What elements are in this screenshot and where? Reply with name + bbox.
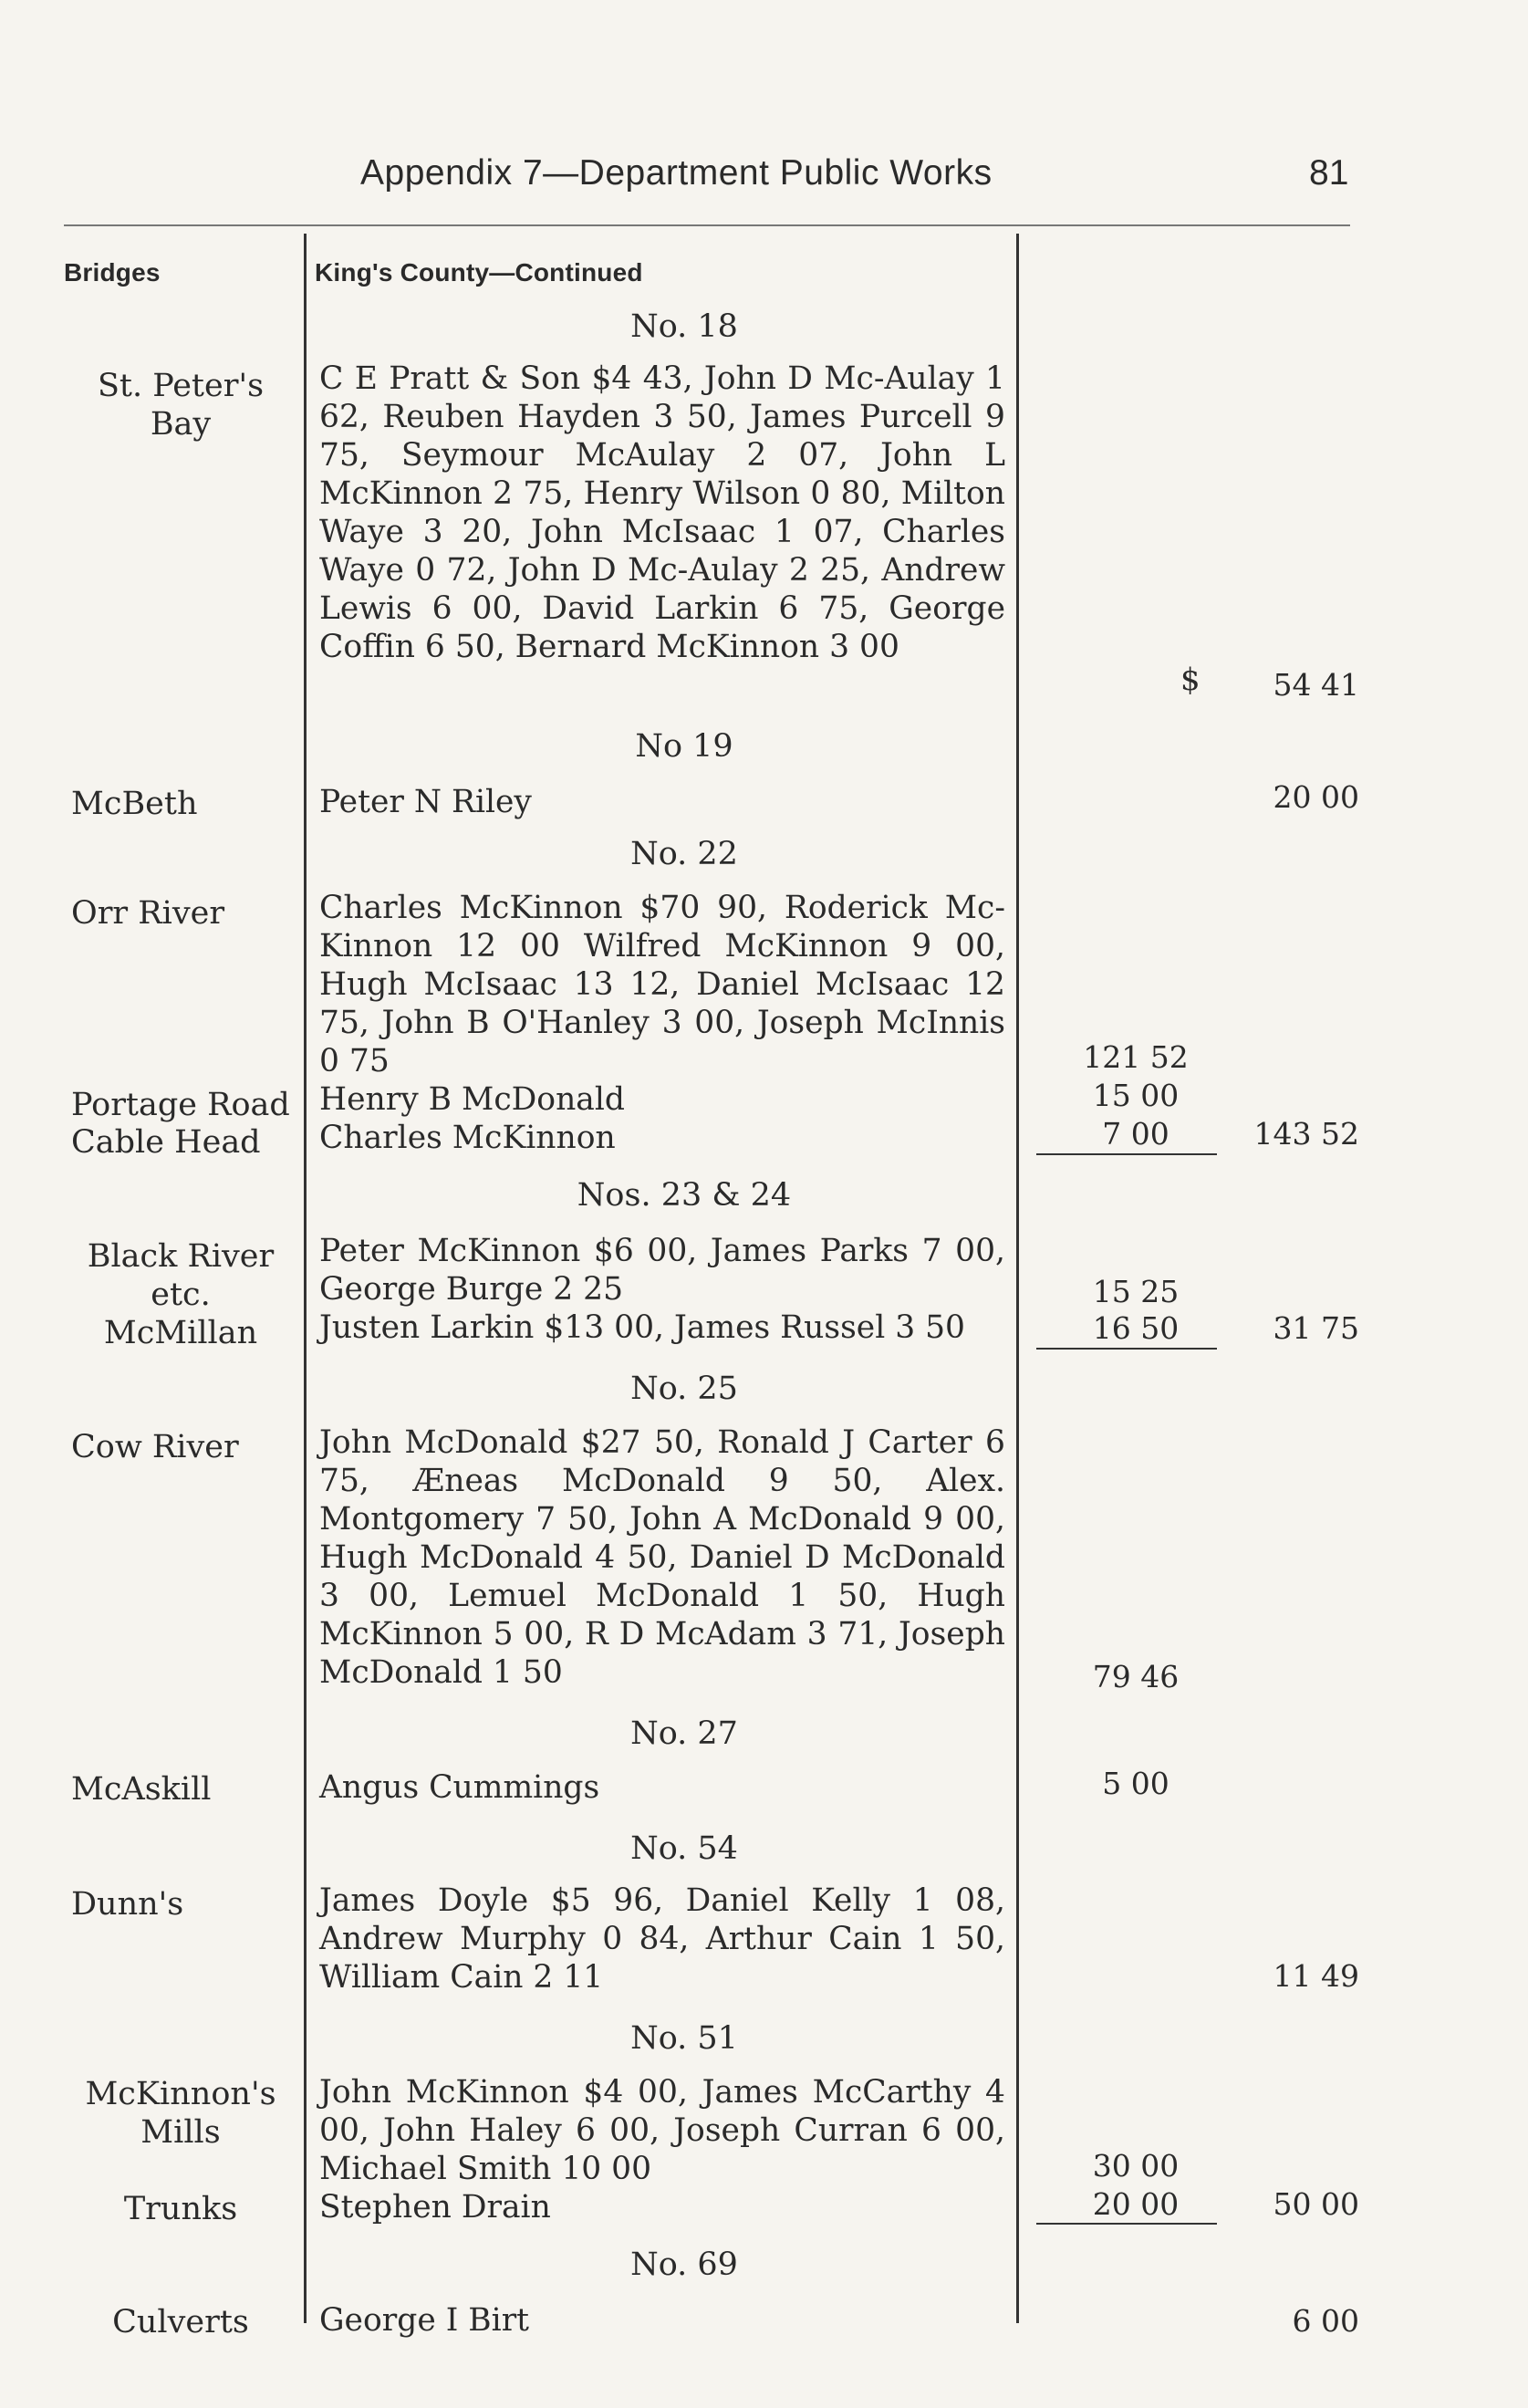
location-label: Cable Head bbox=[71, 1124, 261, 1161]
section-title: No. 27 bbox=[630, 1715, 738, 1752]
location-label: Cow River bbox=[71, 1429, 239, 1465]
payee-list: James Doyle $5 96, Daniel Kelly 1 08, Andrew Murphy 0 84, Arthur Cain 1 50, William Cain 2 11 bbox=[319, 1882, 1005, 1996]
header-rule bbox=[64, 224, 1350, 226]
page-header-title: Appendix 7—Department Public Works bbox=[360, 153, 993, 193]
payee-list: John McKinnon $4 00, James McCarthy 4 00, John Haley 6 00, Joseph Curran 6 00, Michael Smith 10 00 bbox=[319, 2074, 1005, 2187]
location-label: St. Peter's bbox=[97, 368, 265, 404]
entry-amount: 15 00 bbox=[1092, 1078, 1180, 1113]
section-total: 20 00 bbox=[1273, 779, 1359, 815]
entry-amount: 121 52 bbox=[1083, 1039, 1189, 1075]
location-label: McKinnon's bbox=[85, 2076, 276, 2112]
location-label: Mills bbox=[140, 2114, 221, 2151]
section-total: 143 52 bbox=[1253, 1116, 1359, 1152]
payee-list: Justen Larkin $13 00, James Russel 3 50 bbox=[319, 1309, 966, 1346]
entry-amount: 15 25 bbox=[1092, 1274, 1180, 1309]
location-label: Trunks bbox=[123, 2191, 238, 2227]
location-label: McMillan bbox=[103, 1315, 258, 1351]
payee-list: Peter McKinnon $6 00, James Parks 7 00, George Burge 2 25 bbox=[319, 1233, 1005, 1308]
payee-list: Angus Cummings bbox=[319, 1769, 600, 1806]
bridges-column-header: Bridges bbox=[64, 258, 161, 287]
section-title: No. 25 bbox=[630, 1371, 738, 1407]
section-title: Nos. 23 & 24 bbox=[577, 1177, 792, 1214]
location-label: etc. bbox=[151, 1277, 211, 1313]
subtotal-rule bbox=[1036, 2223, 1217, 2225]
section-total: 6 00 bbox=[1292, 2303, 1359, 2339]
section-title: No. 69 bbox=[630, 2246, 738, 2283]
entry-amount: 16 50 bbox=[1092, 1310, 1180, 1346]
section-title: No 19 bbox=[635, 728, 733, 765]
location-label: McBeth bbox=[71, 786, 198, 822]
county-column-header: King's County—Continued bbox=[315, 258, 643, 287]
entry-amount: 20 00 bbox=[1092, 2186, 1180, 2222]
entry-amount: 79 46 bbox=[1092, 1659, 1180, 1694]
payee-list: Stephen Drain bbox=[319, 2189, 551, 2226]
entry-amount: 30 00 bbox=[1092, 2148, 1180, 2184]
section-title: No. 22 bbox=[630, 836, 738, 872]
entry-amount: 5 00 bbox=[1102, 1766, 1169, 1801]
payee-list: C E Pratt & Son $4 43, John D Mc-Aulay 1 62, Reuben Hayden 3 50, James Purcell 9 75, Seymour McAulay 2 07, John L McKinnon 2 75, Henry Wilson 0 80, Milton Waye 3 20, John McIsaac 1 07, Charles Waye 0 72, John D Mc-Aulay 2 25, Andrew Lewis 6 00, David Larkin 6 75, George Coffin 6 50, Bernard McKinnon 3 00 bbox=[319, 360, 1005, 665]
section-total: 31 75 bbox=[1273, 1310, 1359, 1346]
section-title: No. 18 bbox=[630, 308, 738, 345]
payee-list: Peter N Riley bbox=[319, 784, 532, 820]
payee-list: Charles McKinnon bbox=[319, 1120, 616, 1156]
section-total: 54 41 bbox=[1273, 667, 1359, 703]
location-label: Black River bbox=[87, 1238, 275, 1275]
location-label: Bay bbox=[150, 406, 212, 443]
subtotal-rule bbox=[1036, 1153, 1217, 1155]
payee-list: Charles McKinnon $70 90, Roderick Mc-Kinnon 12 00 Wilfred McKinnon 9 00, Hugh McIsaac 13 12, Daniel McIsaac 12 75, John B O'Hanley 3 00, Joseph McInnis 0 75 bbox=[319, 890, 1005, 1079]
location-label: Orr River bbox=[71, 895, 225, 932]
currency-sign: $ bbox=[1180, 662, 1201, 698]
section-total: 50 00 bbox=[1273, 2186, 1359, 2222]
column-divider-left bbox=[304, 234, 307, 2323]
page-number: 81 bbox=[1309, 153, 1349, 193]
section-title: No. 51 bbox=[630, 2020, 738, 2057]
section-title: No. 54 bbox=[630, 1830, 738, 1867]
payee-list: George I Birt bbox=[319, 2302, 530, 2339]
location-label: McAskill bbox=[71, 1771, 212, 1808]
location-label: Culverts bbox=[112, 2304, 249, 2340]
entry-amount: 7 00 bbox=[1102, 1116, 1169, 1152]
payee-list: Henry B McDonald bbox=[319, 1081, 625, 1118]
location-label: Portage Road bbox=[71, 1087, 290, 1123]
location-label: Dunn's bbox=[71, 1886, 184, 1923]
section-total: 11 49 bbox=[1273, 1958, 1359, 1994]
column-divider-right bbox=[1016, 234, 1019, 2323]
payee-list: John McDonald $27 50, Ronald J Carter 6 75, Æneas McDonald 9 50, Alex. Montgomery 7 50, John A McDonald 9 00, Hugh McDonald 4 50, Daniel D McDonald 3 00, Lemuel McDonald 1 50, Hugh McKinnon 5 00, R D McAdam 3 71, Joseph McDonald 1 50 bbox=[319, 1424, 1005, 1691]
subtotal-rule bbox=[1036, 1348, 1217, 1350]
